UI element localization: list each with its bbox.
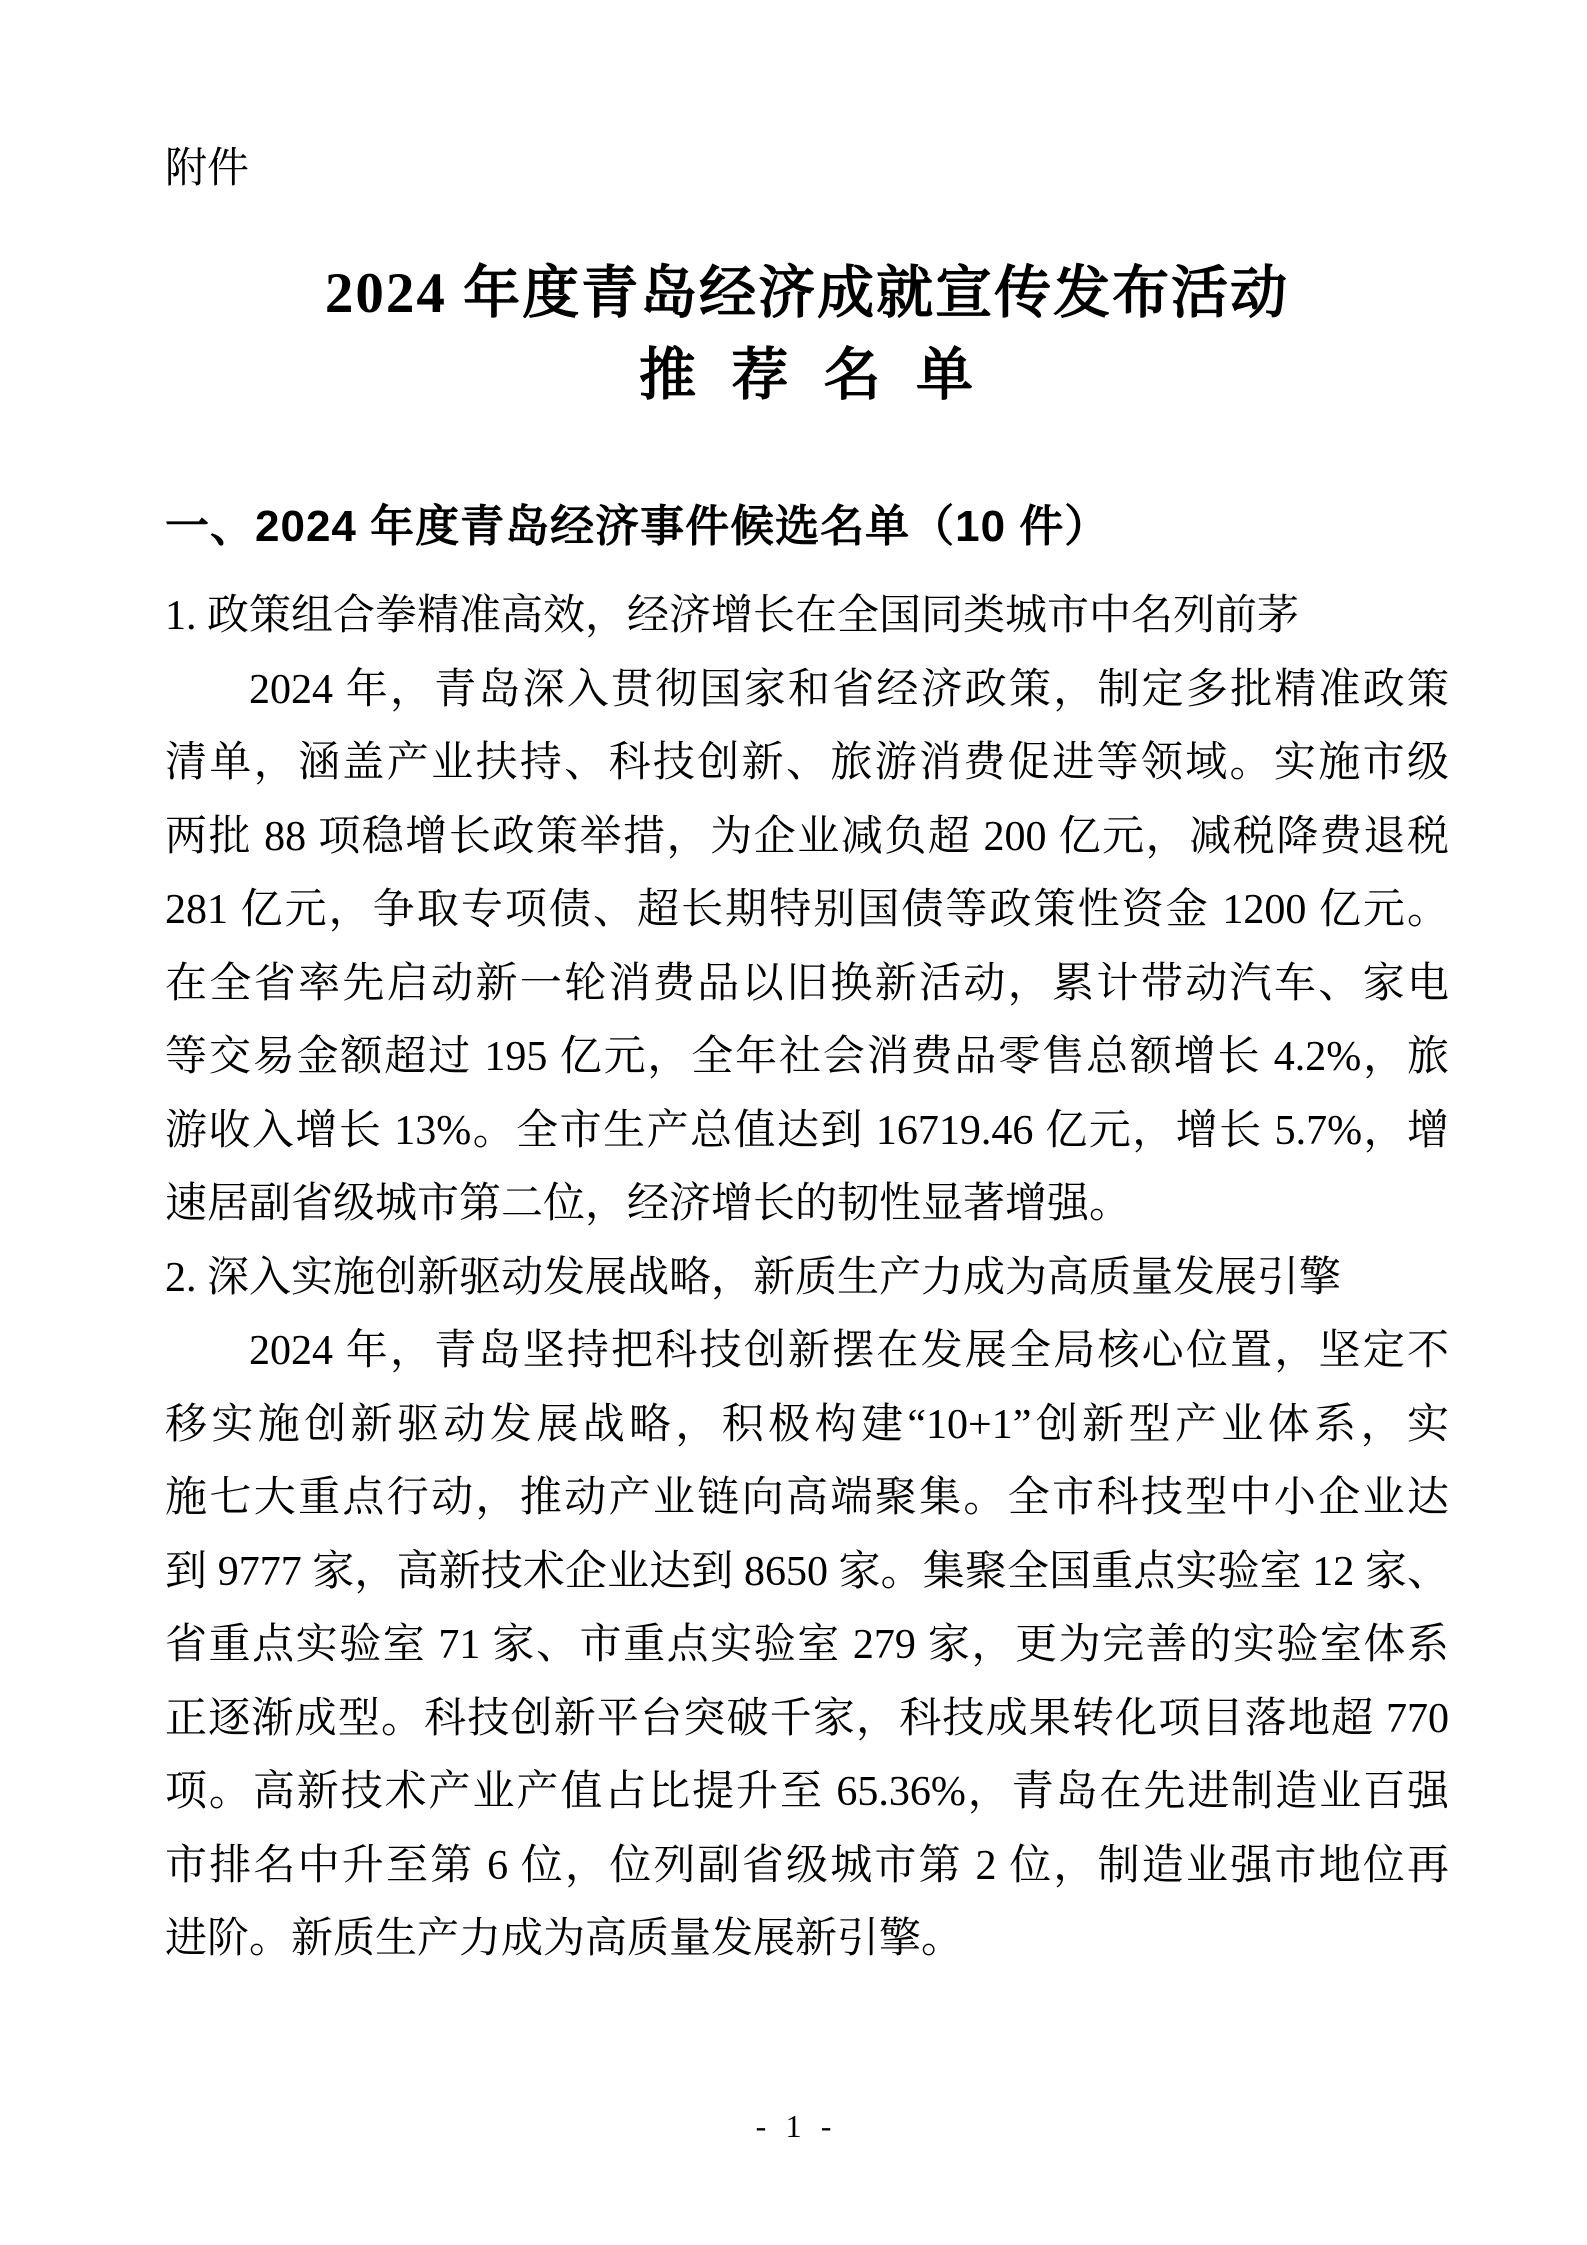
body-line: 清单，涵盖产业扶持、科技创新、旅游消费促进等领域。实施市级 (165, 740, 1449, 787)
body-line: 游收入增长 13%。全市生产总值达到 16719.46 亿元，增长 5.7%，增 (165, 1107, 1449, 1154)
body-line: 2024 年，青岛坚持把科技创新摆在发展全局核心位置，坚定不 (249, 1328, 1449, 1375)
document-title (165, 253, 1449, 417)
body-line: 省重点实验室 71 家、市重点实验室 279 家，更为完善的实验室体系 (165, 1622, 1449, 1669)
body-line: 281 亿元，争取专项债、超长期特别国债等政策性资金 1200 亿元。 (165, 887, 1449, 934)
body-line: 2024 年，青岛深入贯彻国家和省经济政策，制定多批精准政策 (249, 666, 1449, 713)
document-body (165, 580, 1449, 1977)
body-line: 正逐渐成型。科技创新平台突破千家，科技成果转化项目落地超 770 (165, 1695, 1449, 1742)
section-heading: 一、2024 年度青岛经济事件候选名单（10 件） (165, 502, 1110, 552)
body-line: 到 9777 家，高新技术企业达到 8650 家。集聚全国重点实验室 12 家、 (165, 1548, 1449, 1595)
title-line-2: 推 荐 名 单 (638, 344, 976, 408)
body-line: 移实施创新驱动发展战略，积极构建“10+1”创新型产业体系，实 (165, 1401, 1449, 1448)
body-line: 两批 88 项稳增长政策举措，为企业减负超 200 亿元，减税降费退税 (165, 813, 1449, 860)
item-heading: 1. 政策组合拳精准高效，经济增长在全国同类城市中名列前茅 (165, 593, 1300, 640)
body-line: 项。高新技术产业产值占比提升至 65.36%，青岛在先进制造业百强 (165, 1769, 1449, 1816)
body-line: 施七大重点行动，推动产业链向高端聚集。全市科技型中小企业达 (165, 1475, 1449, 1522)
body-line: 进阶。新质生产力成为高质量发展新引擎。 (165, 1916, 964, 1963)
page-number: - 1 - (755, 2107, 832, 2144)
item-heading: 2. 深入实施创新驱动发展战略，新质生产力成为高质量发展引擎 (165, 1254, 1342, 1301)
attachment-label: 附件 (165, 144, 250, 191)
title-line-1: 2024 年度青岛经济成就宣传发布活动 (324, 262, 1290, 326)
body-line: 速居副省级城市第二位，经济增长的韧性显著增强。 (165, 1181, 1132, 1228)
body-line: 等交易金额超过 195 亿元，全年社会消费品零售总额增长 4.2%，旅 (165, 1034, 1449, 1081)
body-line: 市排名中升至第 6 位，位列副省级城市第 2 位，制造业强市地位再 (165, 1842, 1449, 1889)
body-line: 在全省率先启动新一轮消费品以旧换新活动，累计带动汽车、家电 (165, 960, 1449, 1007)
